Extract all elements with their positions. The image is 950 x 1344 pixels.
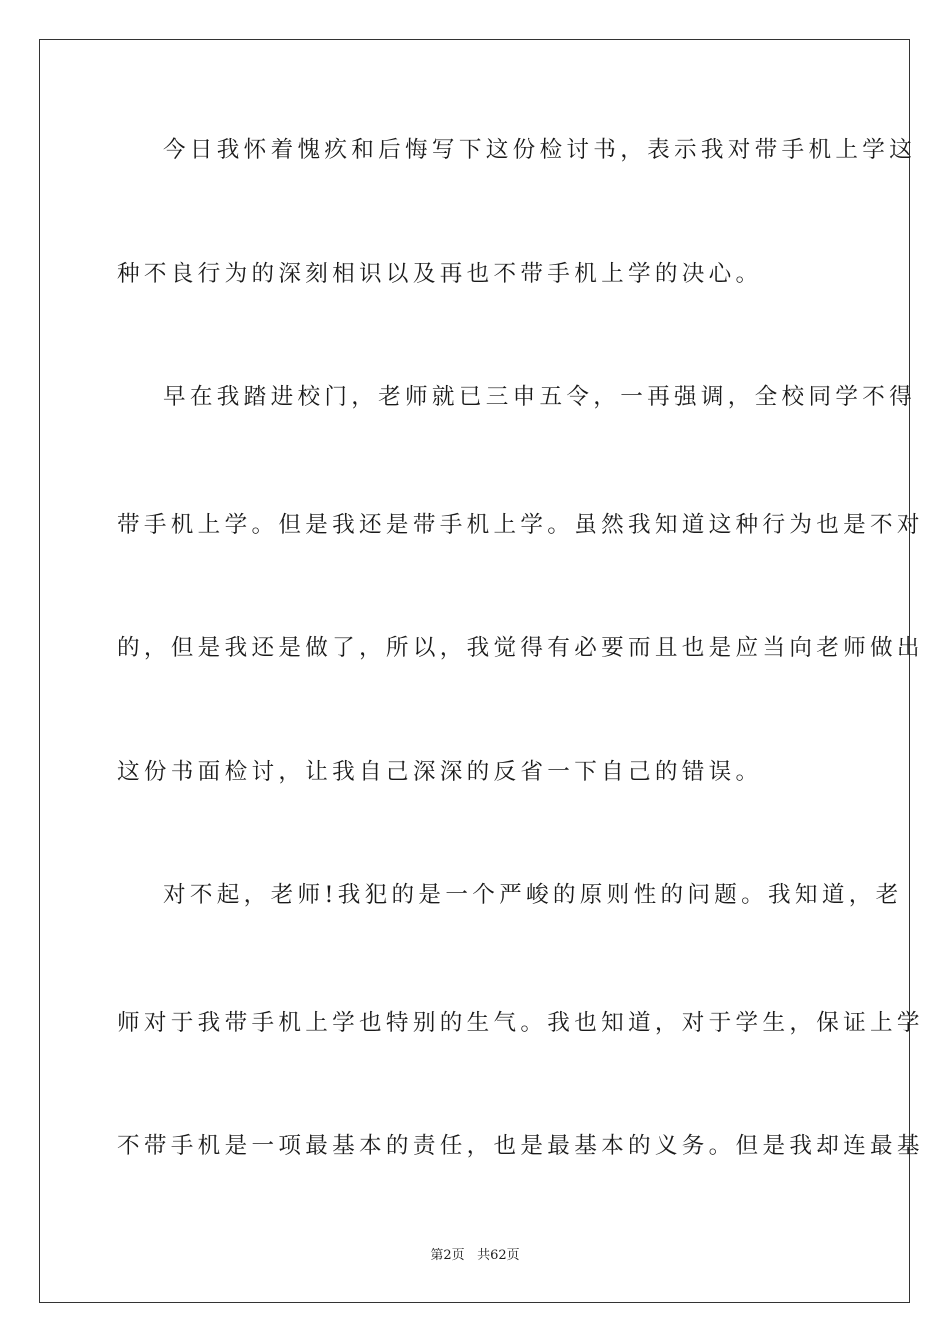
page-border xyxy=(39,39,924,1303)
text-line-1: 今日我怀着愧疚和后悔写下这份检讨书，表示我对带手机上学这 xyxy=(163,137,917,163)
text-line-7: 对不起，老师!我犯的是一个严峻的原则性的问题。我知道，老 xyxy=(163,882,903,908)
page-footer xyxy=(0,1247,950,1265)
text-line-5: 的，但是我还是做了，所以，我觉得有必要而且也是应当向老师做出 xyxy=(117,635,924,661)
text-line-4: 带手机上学。但是我还是带手机上学。虽然我知道这种行为也是不对 xyxy=(117,512,924,538)
text-line-9: 不带手机是一项最基本的责任，也是最基本的义务。但是我却连最基 xyxy=(117,1133,924,1159)
text-line-8: 师对于我带手机上学也特别的生气。我也知道，对于学生，保证上学 xyxy=(117,1010,924,1036)
text-line-6: 这份书面检讨，让我自己深深的反省一下自己的错误。 xyxy=(117,759,763,785)
page-total: 共62页 xyxy=(477,1248,520,1263)
text-line-2: 种不良行为的深刻相识以及再也不带手机上学的决心。 xyxy=(117,261,763,287)
page-number: 第2页 xyxy=(430,1248,465,1263)
text-line-3: 早在我踏进校门，老师就已三申五令，一再强调，全校同学不得 xyxy=(163,384,917,410)
